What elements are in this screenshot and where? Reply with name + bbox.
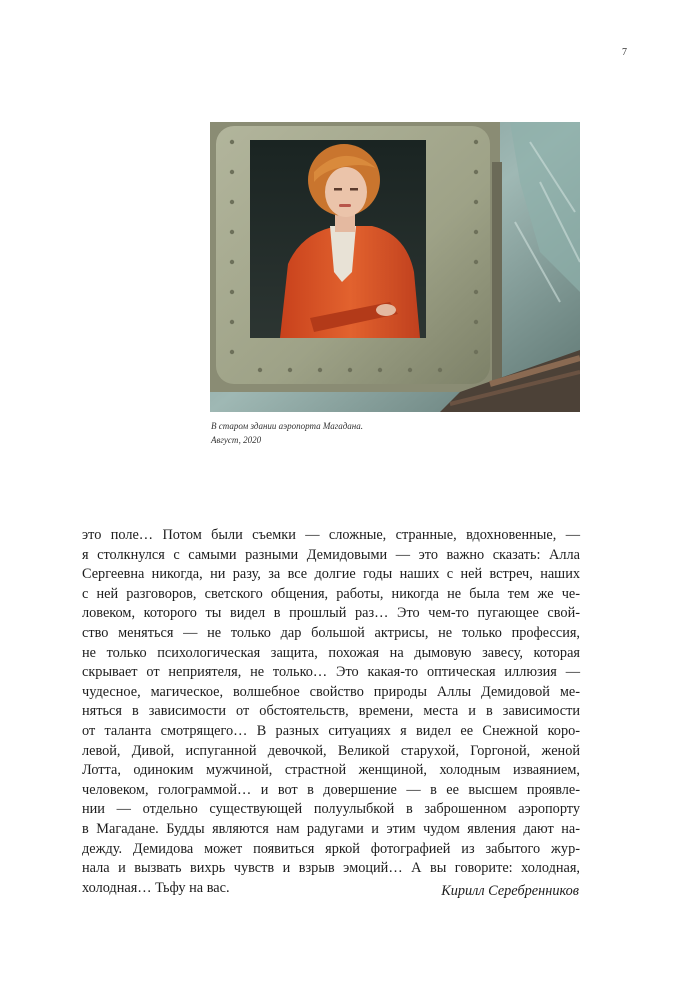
text-line: в Магадане. Будды являются нам радугами и этим чудом явления дают на- — [82, 820, 580, 837]
text-line: нала и вызвать вихрь чувств и взрыв эмоций… А вы говорите: холодная, — [82, 860, 580, 877]
text-line: няться в зависимости от обстоятельств, времени, места и в зависимости — [82, 703, 580, 720]
author-signature: Кирилл Серебренников — [441, 883, 579, 899]
text-line: не только психологическая защита, похожая на дымовую завесу, которая — [82, 644, 580, 661]
body-text — [82, 526, 580, 898]
text-line: я столкнулся с самыми разными Демидовыми — это важно сказать: Алла — [82, 546, 580, 563]
photo — [210, 122, 580, 412]
caption-line: Август, 2020 — [211, 435, 262, 445]
text-line: холодная… Тьфу на вас. — [82, 879, 230, 896]
text-line: это поле… Потом были съемки — сложные, странные, вдохновенные, — — [82, 527, 580, 543]
photo-caption — [211, 419, 511, 447]
caption-line: В старом здании аэропорта Магадана. — [211, 421, 364, 431]
text-line: нии — отдельно существующей полуулыбкой в заброшенном аэропорту — [82, 801, 580, 818]
text-line: с ней разговоров, светского общения, работы, никогда не была тем же че- — [82, 585, 580, 602]
text-line: человеком, голограммой… и вот в довершение — в ее высшем проявле- — [82, 781, 580, 798]
page-number: 7 — [622, 47, 627, 58]
text-line: дежду. Демидова может появиться яркой фотографией из забытого жур- — [82, 840, 580, 857]
text-line: Сергеевна никогда, ни разу, за все долгие годы наших с ней встреч, наших — [82, 566, 580, 583]
text-line: от таланта смотрящего… В разных ситуациях я видел ее Снежной коро- — [82, 722, 580, 739]
text-line: ловеком, которого ты видел в прошлый раз… Это чем-то пугающее свой- — [82, 605, 580, 622]
text-line: чудесное, магическое, волшебное свойство природы Аллы Демидовой ме- — [82, 683, 580, 700]
text-line: Лотта, одиноким мужчиной, страстной женщиной, холодным изваянием, — [82, 762, 580, 779]
airport-portrait-photo — [210, 122, 580, 412]
text-line: ство меняться — не только дар большой актрисы, не только профессия, — [82, 624, 580, 641]
text-line: левой, Дивой, испуганной девочкой, Великой старухой, Горгоной, женой — [82, 742, 580, 759]
text-line: скрывает от неприятеля, не только… Это какая-то оптическая иллюзия — — [82, 664, 580, 681]
